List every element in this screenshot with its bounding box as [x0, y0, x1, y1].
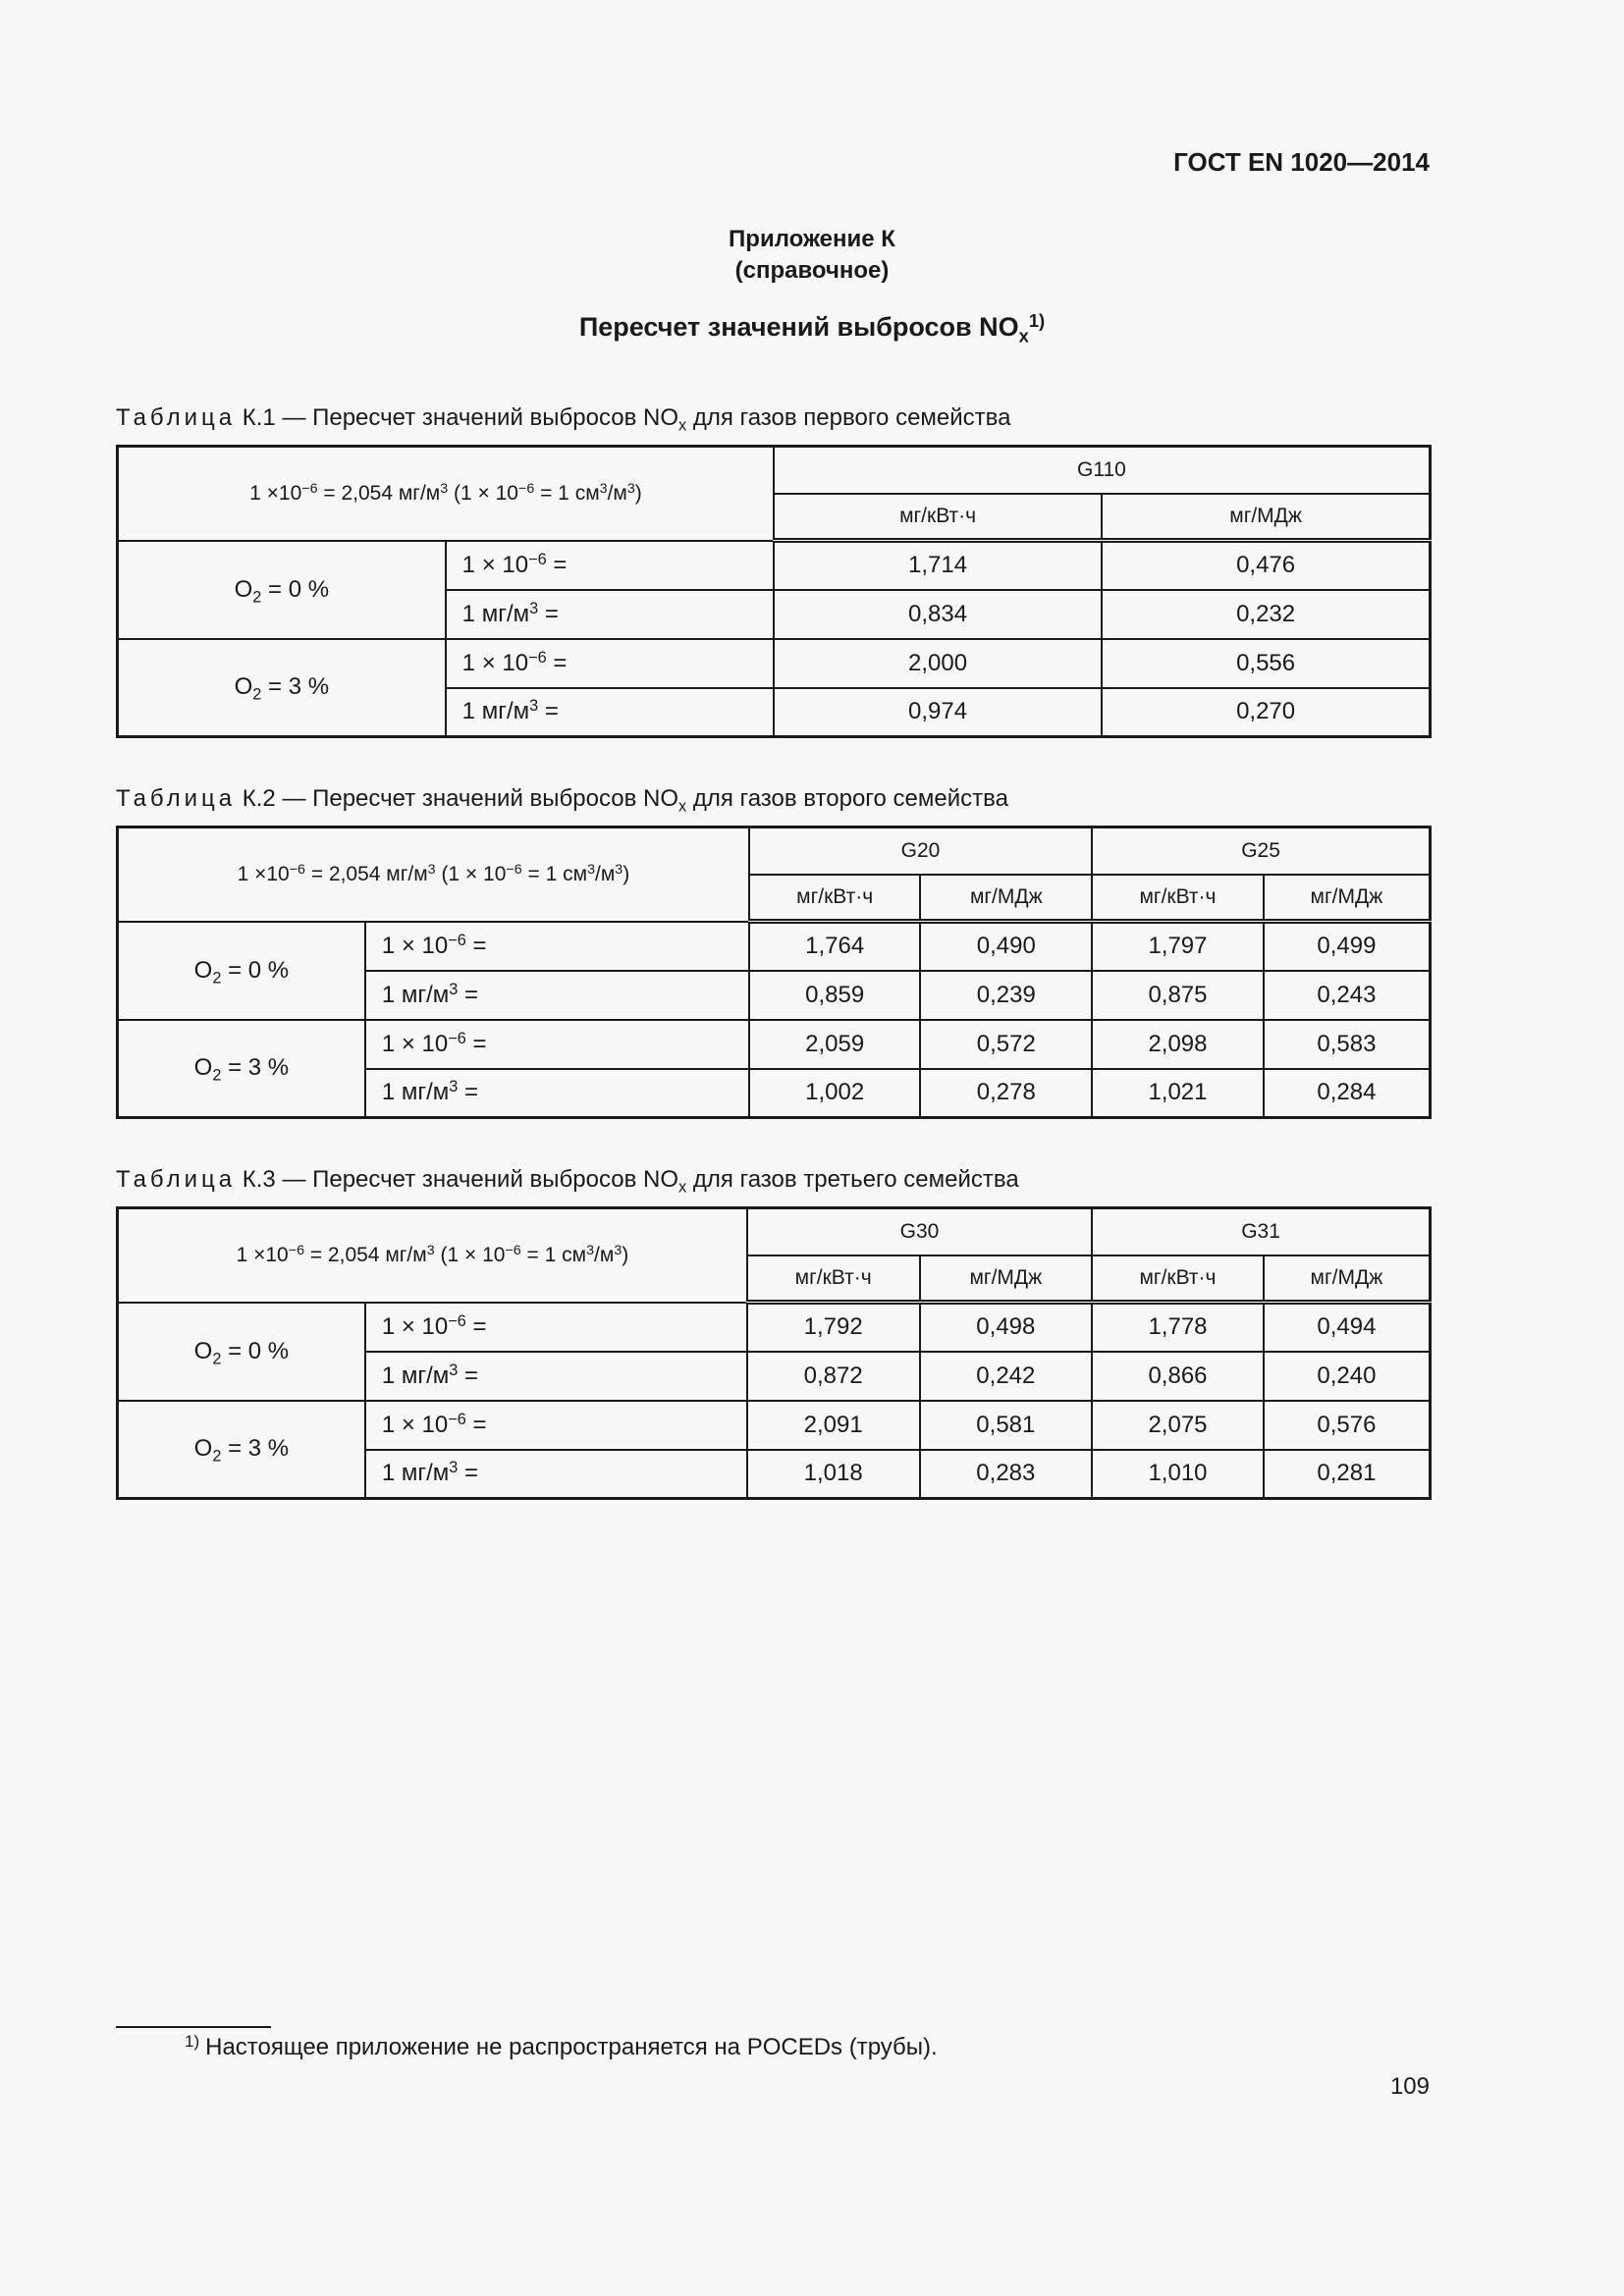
table-caption-k1: Таблица К.1 — Пересчет значений выбросов $NO_x$ для газов первого семейства — [116, 404, 1011, 435]
cell-value: 0,278 — [920, 1069, 1092, 1118]
header-conversion: $1 \times 10^{-6} = 2,054$ $мг/м^3$ ($1 \times 10^{-6} = 1$ $см^3/м^3$) — [118, 1208, 747, 1303]
cell-value: 2,000 — [774, 639, 1102, 688]
cell-value: 0,834 — [774, 590, 1102, 639]
unit-label: 1 $мг/м^3$ = — [446, 590, 774, 639]
o2-label: $O_2 = 0$ % — [118, 922, 365, 1020]
page-number: 109 — [1389, 2073, 1430, 2100]
cell-value: 0,583 — [1264, 1020, 1431, 1069]
unit-mj: мг/МДж — [920, 1255, 1093, 1303]
cell-value: 0,498 — [920, 1303, 1093, 1352]
o2-label: $O_2 = 3$ % — [118, 1401, 365, 1499]
annex-title: Приложение К — [729, 226, 895, 252]
unit-label: 1 $мг/м^3$ = — [365, 971, 749, 1020]
gas-header: G30 — [747, 1208, 1092, 1255]
table-k2 — [116, 826, 1432, 1119]
standard-number: ГОСТ EN 1020—2014 — [1173, 147, 1430, 177]
table-row — [118, 541, 1431, 590]
cell-value: 0,499 — [1264, 922, 1431, 971]
gas-header: G25 — [1092, 828, 1430, 875]
cell-value: 0,242 — [920, 1352, 1093, 1401]
unit-label: 1 $мг/м^3$ = — [365, 1352, 747, 1401]
cell-value: 0,556 — [1102, 639, 1430, 688]
cell-value: 0,872 — [747, 1352, 920, 1401]
cell-value: 1,021 — [1092, 1069, 1264, 1118]
o2-label: $O_2 = 3$ % — [118, 639, 446, 737]
cell-value: 0,875 — [1092, 971, 1264, 1020]
unit-label: 1 $мг/м^3$ = — [446, 688, 774, 737]
cell-value: 1,792 — [747, 1303, 920, 1352]
cell-value: 1,002 — [749, 1069, 921, 1118]
cell-value: 2,091 — [747, 1401, 920, 1450]
table-k1 — [116, 445, 1432, 738]
unit-label: $1 \times 10^{-6}$ = — [365, 922, 749, 971]
cell-value: 1,018 — [747, 1450, 920, 1499]
unit-kwh: мг/кВт·ч — [747, 1255, 920, 1303]
cell-value: 2,098 — [1092, 1020, 1264, 1069]
cell-value: 2,075 — [1092, 1401, 1264, 1450]
cell-value: 2,059 — [749, 1020, 921, 1069]
o2-label: $O_2 = 0$ % — [118, 541, 446, 639]
unit-kwh: мг/кВт·ч — [1092, 875, 1264, 922]
cell-value: 0,239 — [920, 971, 1092, 1020]
unit-kwh: мг/кВт·ч — [774, 494, 1102, 541]
unit-kwh: мг/кВт·ч — [1092, 1255, 1264, 1303]
gas-header: G110 — [774, 447, 1431, 494]
cell-value: 0,283 — [920, 1450, 1093, 1499]
cell-value: 1,764 — [749, 922, 921, 971]
cell-value: 0,232 — [1102, 590, 1430, 639]
footnote — [185, 2032, 938, 2061]
unit-kwh: мг/кВт·ч — [749, 875, 921, 922]
annex-heading — [0, 224, 1624, 287]
unit-label: 1 $мг/м^3$ = — [365, 1450, 747, 1499]
gas-header: G31 — [1092, 1208, 1430, 1255]
unit-mj: мг/МДж — [1264, 1255, 1431, 1303]
cell-value: 0,284 — [1264, 1069, 1431, 1118]
footnote-text: Настоящее приложение не распространяется на POCEDs (трубы). — [205, 2034, 938, 2060]
footnote-mark: 1) — [185, 2032, 200, 2051]
unit-mj: мг/МДж — [1102, 494, 1430, 541]
o2-label: $O_2 = 3$ % — [118, 1020, 365, 1118]
header-conversion: $1 \times 10^{-6} = 2,054$ $мг/м^3$ ($1 \times 10^{-6} = 1$ $см^3/м^3$) — [118, 828, 749, 922]
cell-value: 0,494 — [1264, 1303, 1431, 1352]
cell-value: 0,974 — [774, 688, 1102, 737]
unit-label: $1 \times 10^{-6}$ = — [446, 541, 774, 590]
cell-value: 0,572 — [920, 1020, 1092, 1069]
cell-value: 1,797 — [1092, 922, 1264, 971]
unit-label: $1 \times 10^{-6}$ = — [446, 639, 774, 688]
table-caption-k3: Таблица К.3 — Пересчет значений выбросов $NO_x$ для газов третьего семейства — [116, 1166, 1019, 1197]
table-row — [118, 922, 1431, 971]
cell-value: 0,270 — [1102, 688, 1430, 737]
table-k3 — [116, 1206, 1432, 1500]
header-conversion: $1 \times 10^{-6} = 2,054$ $мг/м^3$ ($1 \times 10^{-6} = 1$ $см^3/м^3$) — [118, 447, 774, 541]
unit-mj: мг/МДж — [1264, 875, 1431, 922]
table-row — [118, 1020, 1431, 1069]
cell-value: 0,476 — [1102, 541, 1430, 590]
unit-mj: мг/МДж — [920, 875, 1092, 922]
annex-type: (справочное) — [734, 257, 890, 284]
cell-value: 1,778 — [1092, 1303, 1264, 1352]
cell-value: 0,243 — [1264, 971, 1431, 1020]
unit-label: 1 $мг/м^3$ = — [365, 1069, 749, 1118]
page-title: Пересчет значений выбросов $NO_x^{1)}$ — [578, 309, 1046, 347]
footnote-divider — [116, 2026, 271, 2028]
cell-value: 0,490 — [920, 922, 1092, 971]
cell-value: 0,240 — [1264, 1352, 1431, 1401]
gas-header: G20 — [749, 828, 1092, 875]
unit-label: $1 \times 10^{-6}$ = — [365, 1401, 747, 1450]
cell-value: 0,576 — [1264, 1401, 1431, 1450]
cell-value: 1,010 — [1092, 1450, 1264, 1499]
cell-value: 0,281 — [1264, 1450, 1431, 1499]
table-row — [118, 1401, 1431, 1450]
unit-label: $1 \times 10^{-6}$ = — [365, 1303, 747, 1352]
table-caption-k2: Таблица К.2 — Пересчет значений выбросов $NO_x$ для газов второго семейства — [116, 785, 1008, 816]
o2-label: $O_2 = 0$ % — [118, 1303, 365, 1401]
unit-label: $1 \times 10^{-6}$ = — [365, 1020, 749, 1069]
cell-value: 0,581 — [920, 1401, 1093, 1450]
cell-value: 1,714 — [774, 541, 1102, 590]
cell-value: 0,859 — [749, 971, 921, 1020]
table-row — [118, 1303, 1431, 1352]
table-row — [118, 639, 1431, 688]
cell-value: 0,866 — [1092, 1352, 1264, 1401]
